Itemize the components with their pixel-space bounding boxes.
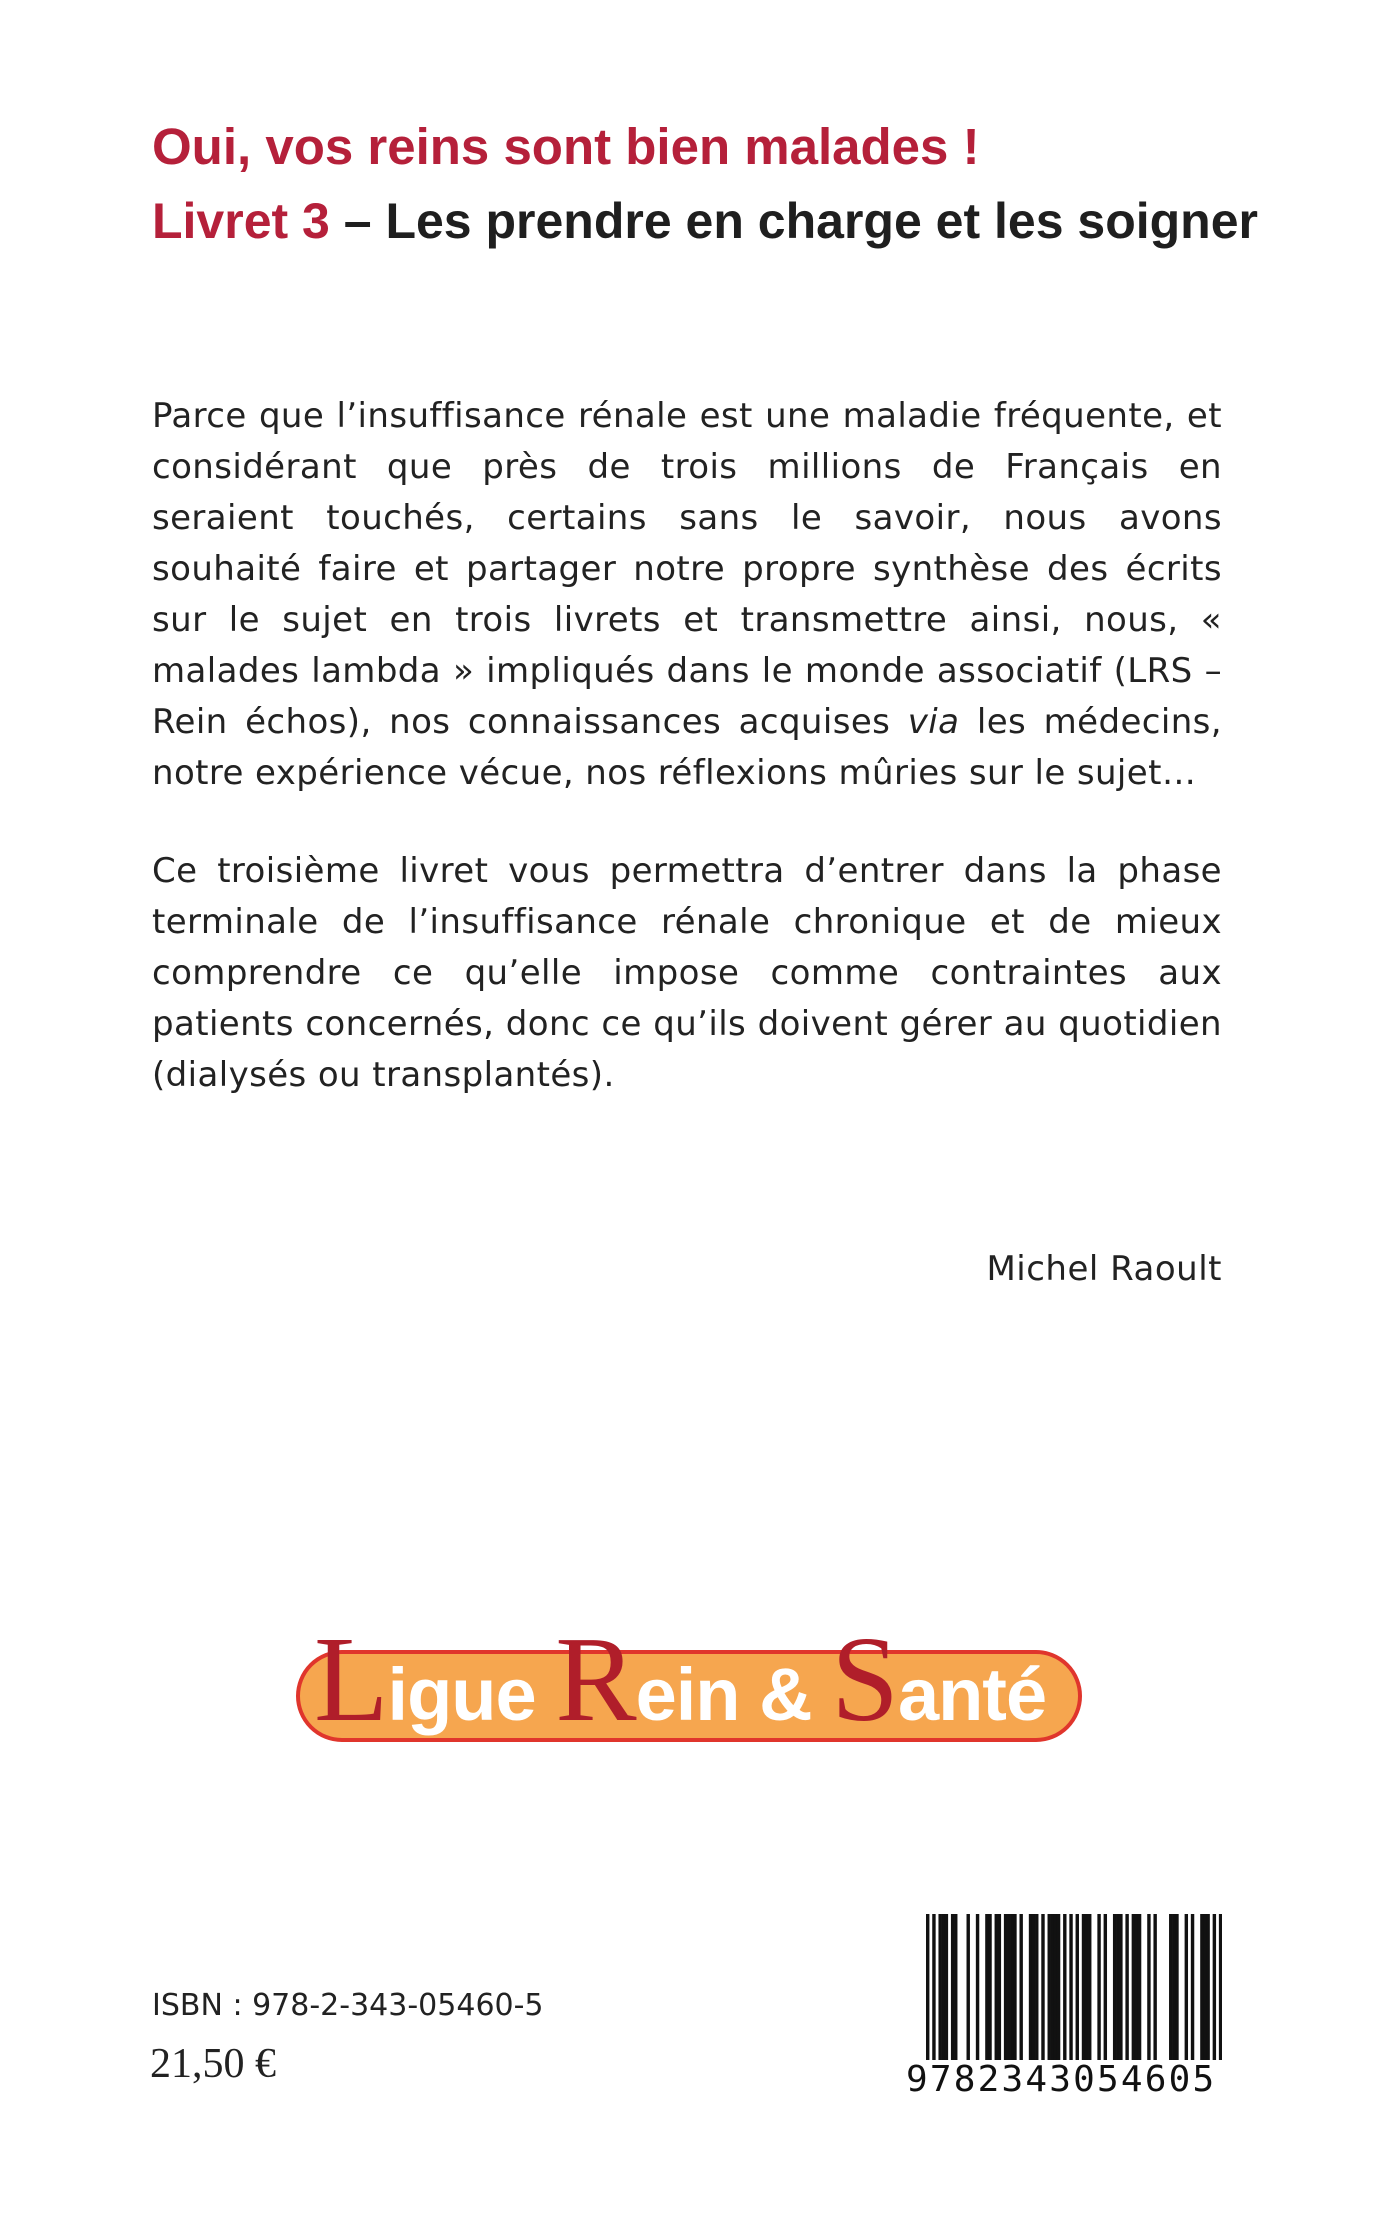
book-subtitle xyxy=(152,186,1258,256)
barcode-bar xyxy=(1113,1914,1116,2062)
barcode-digits: 9782343054605 xyxy=(906,2060,1222,2100)
barcode-bar xyxy=(1019,1914,1022,2062)
subtitle-volume: Livret 3 xyxy=(152,193,330,249)
barcode xyxy=(906,1914,1222,2104)
barcode-bar xyxy=(1175,1914,1178,2062)
barcode-bar xyxy=(1119,1914,1122,2062)
barcode-bar xyxy=(1191,1914,1194,2062)
book-title: Oui, vos reins sont bien malades ! xyxy=(152,118,980,175)
barcode-bar xyxy=(1116,1914,1119,2062)
barcode-bar xyxy=(1147,1914,1150,2062)
barcode-bar xyxy=(926,1914,929,2074)
barcode-bar xyxy=(1013,1914,1016,2062)
barcode-bars xyxy=(906,1914,1222,2074)
logo-wordmark xyxy=(314,1612,1074,1747)
barcode-bar xyxy=(1200,1914,1203,2062)
barcode-bar xyxy=(1054,1914,1057,2062)
barcode-bar xyxy=(1185,1914,1188,2062)
barcode-bar xyxy=(951,1914,954,2062)
barcode-bar xyxy=(1082,1914,1085,2062)
logo-cap-s: S xyxy=(831,1612,898,1747)
barcode-bar xyxy=(1203,1914,1206,2062)
barcode-bar xyxy=(1041,1914,1044,2062)
barcode-bar xyxy=(1125,1914,1128,2062)
barcode-bar xyxy=(1169,1914,1172,2062)
logo-cap-r: R xyxy=(555,1612,636,1747)
blurb-italic-word: via xyxy=(907,702,960,742)
price-label: 21,50 € xyxy=(150,2041,276,2087)
barcode-bar xyxy=(1088,1914,1091,2062)
barcode-bar xyxy=(1035,1914,1038,2062)
blurb-paragraph-1-part-1: Parce que l’insuffisance rénale est une maladie fréquente, et considérant que près de trois millions de Français en seraient touchés, certains sans le savoir, nous avons souhaité faire et partager notre propre synthèse des écrits sur le sujet en trois livrets et transmettre ainsi, nous, « malades lambda » impliqués dans le monde associatif (LRS – Rein échos), nos connaissances acquises xyxy=(152,396,1222,742)
logo-cap-l: L xyxy=(314,1612,388,1747)
barcode-bar xyxy=(954,1914,957,2062)
blurb-paragraph-1-part-2: les médecins, notre expérience vécue, nos réflexions mûries sur le sujet… xyxy=(152,702,1222,793)
barcode-bar xyxy=(985,1914,988,2062)
barcode-bar xyxy=(942,1914,945,2062)
barcode-bar xyxy=(1010,1914,1013,2062)
blurb-paragraph-1 xyxy=(152,391,1222,799)
barcode-bar xyxy=(1029,1914,1032,2062)
logo-word-1: igue xyxy=(387,1653,556,1736)
barcode-bar xyxy=(1076,1914,1079,2074)
barcode-bar xyxy=(1135,1914,1138,2062)
barcode-bar xyxy=(1138,1914,1141,2062)
barcode-bar xyxy=(932,1914,935,2074)
barcode-bar xyxy=(1132,1914,1135,2062)
barcode-bar xyxy=(1048,1914,1051,2062)
ligue-rein-sante-logo xyxy=(296,1612,1082,1747)
barcode-bar xyxy=(1206,1914,1209,2062)
logo-word-3: anté xyxy=(897,1653,1047,1736)
barcode-bar xyxy=(945,1914,948,2062)
barcode-bar xyxy=(1063,1914,1066,2062)
barcode-bar xyxy=(1104,1914,1107,2062)
blurb-paragraph-2: Ce troisième livret vous permettra d’entrer dans la phase terminale de l’insuffisance rénale chronique et de mieux comprendre ce qu’elle impose comme contraintes aux patients concernés, donc ce qu’ils doivent gérer au quotidien (dialysés ou transplantés). xyxy=(152,851,1222,1095)
barcode-bar xyxy=(1097,1914,1100,2062)
barcode-bar xyxy=(976,1914,979,2062)
barcode-bar xyxy=(1004,1914,1007,2062)
barcode-bar xyxy=(1153,1914,1156,2062)
author-signature: Michel Raoult xyxy=(986,1249,1222,1289)
barcode-bar xyxy=(967,1914,970,2062)
barcode-bar xyxy=(1051,1914,1054,2062)
barcode-bar xyxy=(1219,1914,1222,2074)
isbn-label: ISBN : 978-2-343-05460-5 xyxy=(152,1988,544,2023)
logo-word-2: ein & xyxy=(635,1653,832,1736)
barcode-bar xyxy=(1213,1914,1216,2074)
subtitle-text: – Les prendre en charge et les soigner xyxy=(329,193,1258,249)
barcode-bar xyxy=(1007,1914,1010,2062)
barcode-bar xyxy=(998,1914,1001,2062)
barcode-bar xyxy=(938,1914,941,2062)
barcode-bar xyxy=(1172,1914,1175,2062)
barcode-bar xyxy=(1032,1914,1035,2062)
barcode-bar xyxy=(1069,1914,1072,2074)
title-block xyxy=(152,112,1258,256)
barcode-bar xyxy=(1085,1914,1088,2062)
barcode-bar xyxy=(995,1914,998,2062)
barcode-bar xyxy=(1057,1914,1060,2062)
barcode-bar xyxy=(988,1914,991,2062)
